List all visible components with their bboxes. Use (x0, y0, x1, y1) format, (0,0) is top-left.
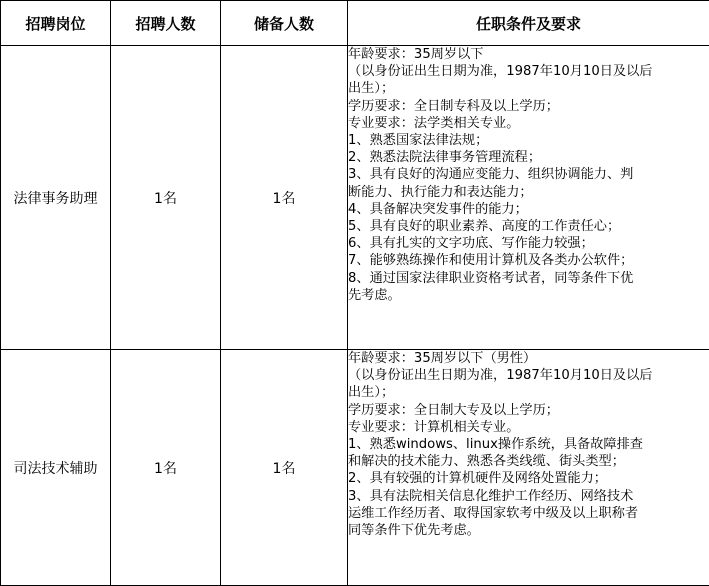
reserve-count-cell: 1名 (221, 350, 348, 586)
header-row (1, 1, 709, 46)
table-row (1, 350, 709, 586)
recruit-count-cell: 1名 (111, 46, 221, 350)
reserve-count-cell: 1名 (221, 46, 348, 350)
requirement-line: 运维工作经历者、取得国家软考中级及以上职称者 (348, 505, 639, 521)
requirements-cell (348, 350, 709, 586)
header-reserve-count: 储备人数 (221, 1, 348, 46)
requirement-line: 1、熟悉国家法律法规； (348, 133, 489, 149)
requirement-line: 专业要求：法学类相关专业。 (348, 115, 520, 131)
requirement-line: （以身份证出生日期为准，1987年10月10日及以后 (348, 64, 653, 80)
header-position: 招聘岗位 (1, 1, 111, 46)
requirement-line: 先考虑。 (348, 287, 401, 303)
table-row (1, 46, 709, 350)
header-recruit-count: 招聘人数 (111, 1, 221, 46)
requirement-line: 3、具有良好的沟通应变能力、组织协调能力、判 (348, 167, 634, 183)
requirement-line: 和解决的技术能力、熟悉各类线缆、街头类型； (348, 454, 625, 470)
recruit-count-cell: 1名 (111, 350, 221, 586)
requirement-line: 专业要求：计算机相关专业。 (348, 419, 520, 435)
requirement-line: 5、具有良好的职业素养、高度的工作责任心； (348, 219, 621, 235)
requirement-line: 8、通过国家法律职业资格考试者，同等条件下优 (348, 270, 634, 286)
requirement-line: 6、具有扎实的文字功底、写作能力较强； (348, 236, 594, 252)
requirement-line: 年龄要求：35周岁以下（男性） (348, 351, 537, 366)
requirement-line: （以身份证出生日期为准，1987年10月10日及以后 (348, 368, 653, 384)
position-cell: 法律事务助理 (1, 46, 111, 350)
requirement-line: 出生）； (348, 385, 395, 401)
requirement-line: 2、熟悉法院法律事务管理流程； (348, 150, 542, 166)
requirement-line: 1、熟悉windows、linux操作系统，具备故障排查 (348, 437, 643, 453)
requirement-line: 2、具有较强的计算机硬件及网络处置能力； (348, 471, 607, 487)
requirements-cell (348, 46, 709, 350)
requirement-line: 3、具有法院相关信息化维护工作经历、网络技术 (348, 488, 634, 504)
requirement-line: 7、能够熟练操作和使用计算机及各类办公软件； (348, 253, 634, 269)
requirement-line: 年龄要求：35周岁以下 (348, 47, 484, 62)
requirement-line: 学历要求：全日制大专及以上学历； (348, 402, 559, 418)
requirement-line: 同等条件下优先考虑。 (348, 523, 480, 539)
position-cell: 司法技术辅助 (1, 350, 111, 586)
requirement-line: 出生）； (348, 81, 395, 97)
requirement-line: 学历要求：全日制专科及以上学历； (348, 98, 559, 114)
header-requirements: 任职条件及要求 (348, 1, 709, 46)
requirement-line: 断能力、执行能力和表达能力； (348, 184, 533, 200)
requirement-line: 4、具备解决突发事件的能力； (348, 201, 528, 217)
